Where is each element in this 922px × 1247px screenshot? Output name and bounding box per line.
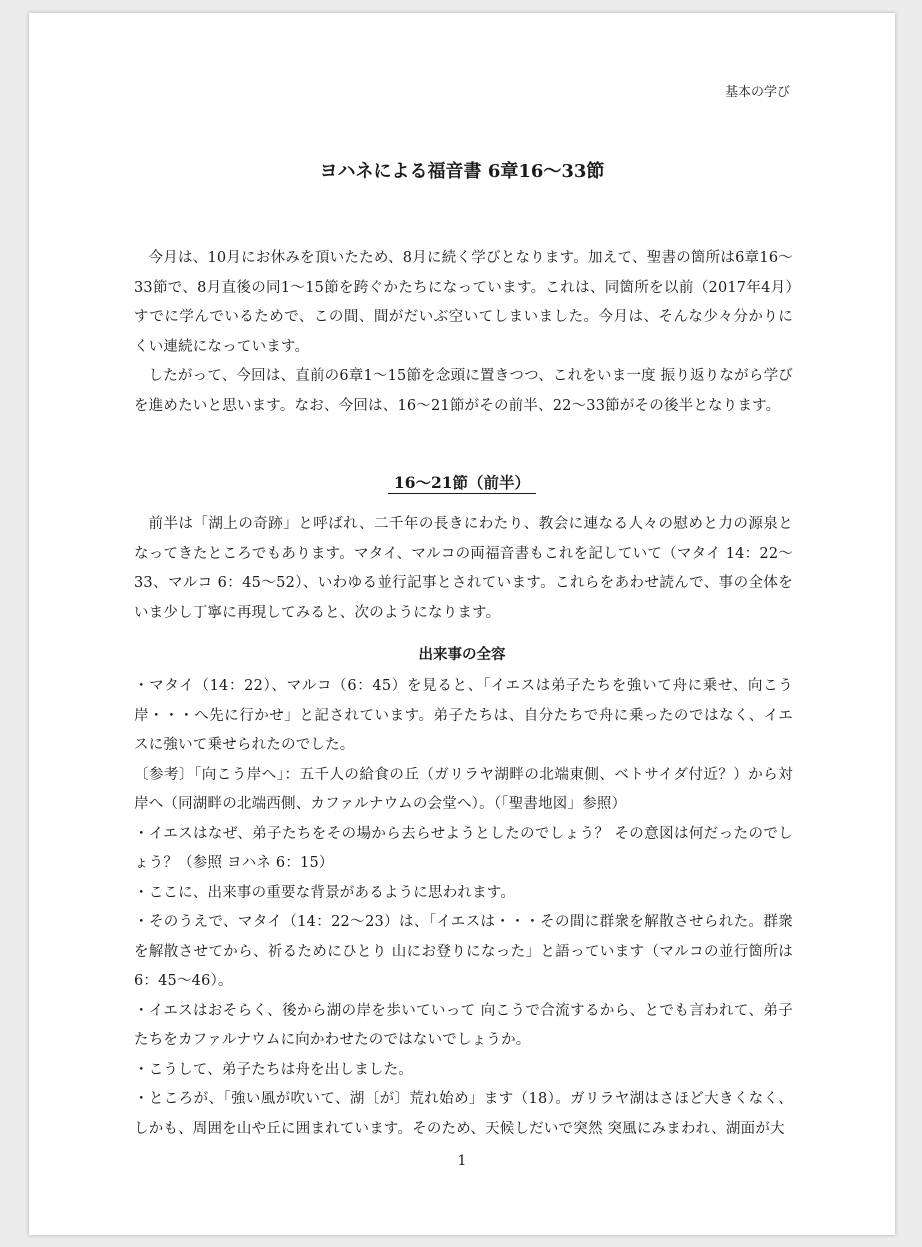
page-number: 1 bbox=[457, 1153, 467, 1169]
intro-section bbox=[134, 244, 793, 421]
points-list bbox=[134, 672, 793, 1144]
section-heading bbox=[29, 471, 895, 493]
document-page bbox=[29, 13, 895, 1235]
list-item: 〔参考〕「向こう岸へ」：五千人の給食の丘（ガリラヤ湖畔の北端東側、ベトサイダ付近？）から対岸へ（同湖畔の北端西側、カファルナウムの会堂へ）。（「聖書地図」参照） bbox=[134, 766, 793, 812]
list-item: ・こうして、弟子たちは舟を出しました。 bbox=[134, 1061, 414, 1078]
list-item: ・そのうえで、マタイ（14：22〜23）は、「イエスは・・・その間に群衆を解散させられた。群衆を解散させてから、祈るためにひとり 山にお登りになった」と語っています（マルコの並行箇所は6：45〜46）。 bbox=[134, 914, 793, 989]
list-item: ・ここに、出来事の重要な背景があるように思われます。 bbox=[134, 884, 516, 901]
list-item: ・イエスはおそらく、後から湖の岸を歩いていって 向こうで合流するから、とでも言われて、弟子たちをカファルナウムに向かわせたのではないでしょうか。 bbox=[134, 1002, 793, 1048]
subsection-heading: 出来事の全容 bbox=[418, 646, 506, 663]
document-title: ヨハネによる福音書 6章16〜33節 bbox=[319, 161, 605, 182]
running-header: 基本の学び bbox=[724, 85, 790, 100]
section-paragraph: 前半は「湖上の奇跡」と呼ばれ、二千年の長きにわたり、教会に連なる人々の慰めと力の源泉となってきたところでもあります。マタイ、マルコの両福音書もこれを記していて（マタイ 14：22〜33、マルコ 6：45〜52）、いわゆる並行記事とされています。これらをあわせ読んで、事の全体をいま少し丁寧に再現してみると、次のようになります。 bbox=[134, 516, 793, 621]
intro-paragraph: 今月は、10月にお休みを頂いたため、8月に続く学びとなります。加えて、聖書の箇所は6章16〜33節で、8月直後の同1〜15節を跨ぐかたちになっています。これは、同箇所を以前（2017年4月）すでに学んでいるためで、この間、間がだいぶ空いてしまいました。今月は、そんな少々分かりにくい連続になっています。 bbox=[134, 250, 793, 355]
list-item: ・ところが、「強い風が吹いて、湖〔が〕荒れ始め」ます（18）。ガリラヤ湖はさほど大きくなく、しかも、周囲を山や丘に囲まれています。そのため、天候しだいで突然 突風にみまわれ、湖面が大 bbox=[134, 1091, 793, 1137]
section-body bbox=[134, 510, 793, 628]
intro-paragraph: したがって、今回は、直前の6章1〜15節を念頭に置きつつ、これをいま一度 振り返りながら学びを進めたいと思います。なお、今回は、16〜21節がその前半、22〜33節がその後半となります。 bbox=[134, 368, 793, 414]
section-heading-text: 16〜21節（前半） bbox=[388, 473, 536, 494]
list-item: ・マタイ（14：22）、マルコ（6：45）を見ると、「イエスは弟子たちを強いて舟に乗せ、向こう岸・・・へ先に行かせ」と記されています。弟子たちは、自分たちで舟に乗ったのではなく、イエスに強いて乗せられたのでした。 bbox=[134, 678, 793, 753]
list-item: ・イエスはなぜ、弟子たちをその場から去らせようとしたのでしょう？ その意図は何だったのでしょう？（参照 ヨハネ 6：15） bbox=[134, 825, 793, 871]
